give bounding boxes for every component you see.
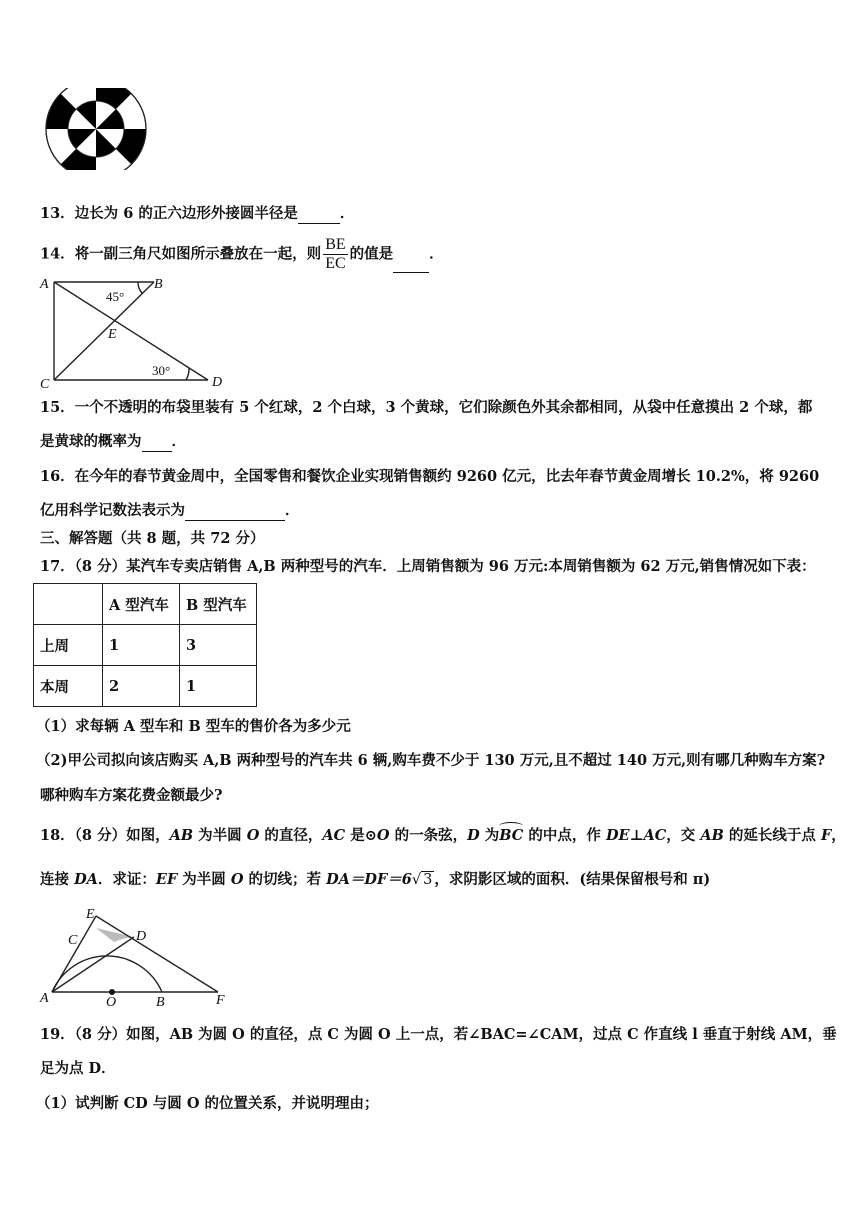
label-C: C: [68, 933, 78, 948]
question-17-part2: （2)甲公司拟向该店购买 A,B 两种型号的汽车共 6 辆,购车费不少于 130 万元,且不超过 140 万元,则有哪几种购车方案?: [36, 752, 826, 769]
sales-table: [33, 583, 257, 707]
section-heading: 三、解答题（共 8 题，共 72 分）: [40, 530, 265, 547]
question-17-part2b: 哪种购车方案花费金额最少?: [40, 787, 223, 804]
question-number: 14．: [40, 245, 75, 263]
answer-blank[interactable]: [185, 504, 285, 521]
question-number: 13．: [40, 205, 75, 222]
table-cell: 1: [180, 666, 257, 707]
question-text: 边长为 6 的正六边形外接圆半径是: [74, 205, 298, 222]
table-row: [34, 625, 257, 666]
answer-blank[interactable]: [298, 207, 340, 224]
circle-pattern-figure: [40, 88, 152, 170]
fraction: $\frac{BE}{EC}$: [325, 236, 346, 272]
table-header-row: [34, 584, 257, 625]
table-header: B 型汽车: [180, 584, 257, 625]
question-14: 14．将一副三角尺如图所示叠放在一起，则 $\frac{BE}{EC}$ 的值是 ．: [40, 236, 444, 272]
table-cell: [34, 584, 103, 625]
label-B: B: [156, 995, 165, 1010]
angle-45: 45°: [106, 289, 125, 304]
label-E: E: [86, 907, 95, 922]
question-15-line2: 是黄球的概率为 ．: [40, 433, 186, 450]
label-E: E: [108, 327, 117, 342]
question-19-part1: （1）试判断 CD 与圆 O 的位置关系，并说明理由；: [36, 1095, 379, 1112]
question-16-line1: 16．在今年的春节黄金周中，全国零售和餐饮企业实现销售额约 9260 亿元，比去年春节黄金周增长 10.2%，将 9260: [40, 468, 820, 485]
arc-BC: BC: [499, 827, 524, 844]
answer-blank[interactable]: [142, 435, 172, 452]
sqrt-symbol: √ 3: [411, 872, 433, 888]
table-row: [34, 666, 257, 707]
question-19-line1: 19．（8 分）如图，AB 为圆 O 的直径，点 C 为圆 O 上一点，若∠BAC=∠CAM，过点 C 作直线 l 垂直于射线 AM，垂: [40, 1026, 837, 1043]
question-16-line2: 亿用科学记数法表示为 ．: [40, 502, 300, 519]
label-B: B: [154, 277, 163, 292]
label-F: F: [216, 993, 225, 1008]
label-O: O: [106, 995, 117, 1010]
question-18-line2: 连接 DA．求证：EF 为半圆 O 的切线；若 DA＝DF＝6√ 3 ，求阴影区域的面积．(结果保留根号和 π): [40, 871, 711, 888]
question-18-line1: 18．（8 分）如图，AB 为半圆 O 的直径，AC 是⊙O 的一条弦，D 为BC 的中点，作 DE⊥AC，交 AB 的延长线于点 F，: [40, 827, 846, 844]
label-A: A: [40, 991, 49, 1006]
angle-30: 30°: [152, 363, 171, 378]
question-13: 13．边长为 6 的正六边形外接圆半径是 ．: [40, 205, 355, 222]
semicircle-figure: [38, 906, 238, 1010]
table-cell: 2: [103, 666, 180, 707]
answer-blank[interactable]: [393, 256, 429, 273]
label-A: A: [40, 277, 49, 292]
label-D: D: [136, 929, 147, 944]
triangles-figure: [38, 272, 228, 390]
question-17-part1: （1）求每辆 A 型车和 B 型车的售价各为多少元: [36, 718, 351, 735]
table-cell: 本周: [34, 666, 103, 707]
table-header: A 型汽车: [103, 584, 180, 625]
question-17-line1: 17．（8 分）某汽车专卖店销售 A,B 两种型号的汽车．上周销售额为 96 万元:本周销售额为 62 万元,销售情况如下表：: [40, 558, 816, 575]
question-19-line2: 足为点 D．: [40, 1060, 116, 1077]
label-D: D: [212, 375, 223, 390]
label-C: C: [40, 377, 50, 390]
table-cell: 上周: [34, 625, 103, 666]
table-cell: 3: [180, 625, 257, 666]
table-cell: 1: [103, 625, 180, 666]
question-text: 将一副三角尺如图所示叠放在一起，则: [74, 245, 322, 263]
question-15-line1: 15．一个不透明的布袋里装有 5 个红球，2 个白球，3 个黄球，它们除颜色外其余都相同，从袋中任意摸出 2 个球，都: [40, 399, 813, 416]
